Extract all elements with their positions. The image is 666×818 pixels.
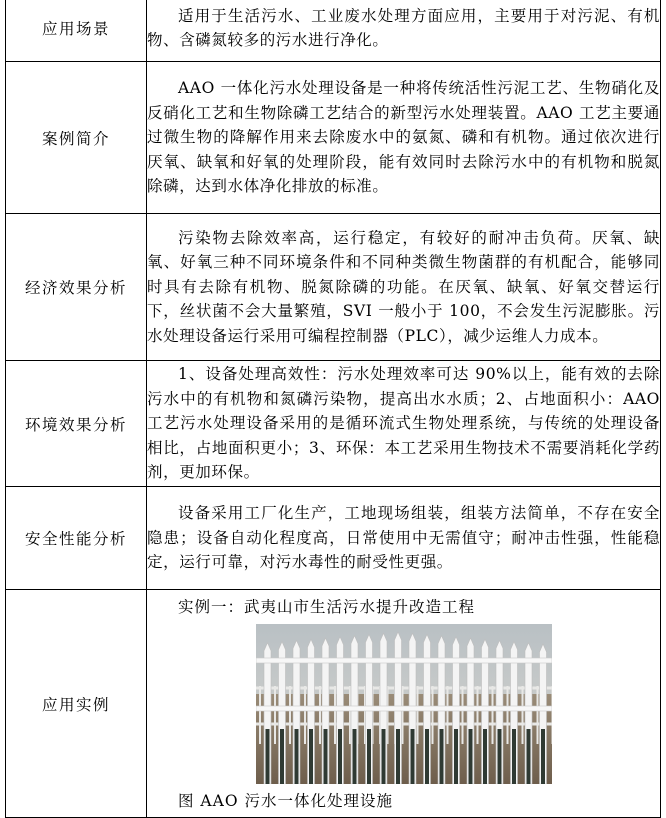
- row-content-safety: 设备采用工厂化生产，工地现场组装，组装方法简单，不存在安全隐患；设备自动化程度高，日常使用中无需值守；耐冲击性强，性能稳定，运行可靠，对污水毒性的耐受性更强。: [147, 487, 661, 590]
- table-row: [6, 361, 661, 487]
- row-content-scenario: 适用于生活污水、工业废水处理方面应用，主要用于对污泥、有机物、含磷氮较多的污水进行净化。: [147, 0, 661, 62]
- row-label-scenario: 应用场景: [6, 0, 147, 62]
- row-label-safety: 安全性能分析: [6, 487, 147, 590]
- row-content-application: [147, 590, 661, 818]
- row-content-economic: 污染物去除效率高，运行稳定，有较好的耐冲击负荷。厌氧、缺氧、好氧三种不同环境条件和不同种类微生物菌群的有机配合，能够同时具有去除有机物、脱氮除磷的功能。在厌氧、缺氧、好氧交替运行下，丝状菌不会大量繁殖，SVI 一般小于 100，不会发生污泥膨胀。污水处理设备运行采用可编程控制器（PLC），减少运维人力成本。: [147, 214, 661, 361]
- row-label-environment: 环境效果分析: [6, 361, 147, 487]
- row-label-case-intro: 案例简介: [6, 62, 147, 214]
- table-row: [6, 487, 661, 590]
- row-label-application: 应用实例: [6, 590, 147, 818]
- table-row: [6, 590, 661, 818]
- info-table: [5, 0, 661, 818]
- figure-caption: 图 AAO 污水一体化处理设施: [178, 791, 393, 810]
- case-title: 实例一：武夷山市生活污水提升改造工程: [178, 597, 476, 616]
- row-label-economic: 经济效果分析: [6, 214, 147, 361]
- table-row: [6, 62, 661, 214]
- table-row: [6, 214, 661, 361]
- row-content-case-intro: AAO 一体化污水处理设备是一种将传统活性污泥工艺、生物硝化及反硝化工艺和生物除磷工艺结合的新型污水处理装置。AAO 工艺主要通过微生物的降解作用来去除废水中的氨氮、磷和有机物。通过依次进行厌氧、缺氧和好氧的处理阶段，能有效同时去除污水中的有机物和脱氮除磷，达到水体净化排放的标准。: [147, 62, 661, 214]
- table-row: [6, 0, 661, 62]
- row-content-environment: 1、设备处理高效性：污水处理效率可达 90%以上，能有效的去除污水中的有机物和氮磷污染物，提高出水水质；2、占地面积小：AAO 工艺污水处理设备采用的是循环流式生物处理系统，与传统的处理设备相比，占地面积更小；3、环保：本工艺采用生物技术不需要消耗化学药剂，更加环保。: [147, 361, 661, 487]
- aao-facility-photo: [256, 624, 552, 784]
